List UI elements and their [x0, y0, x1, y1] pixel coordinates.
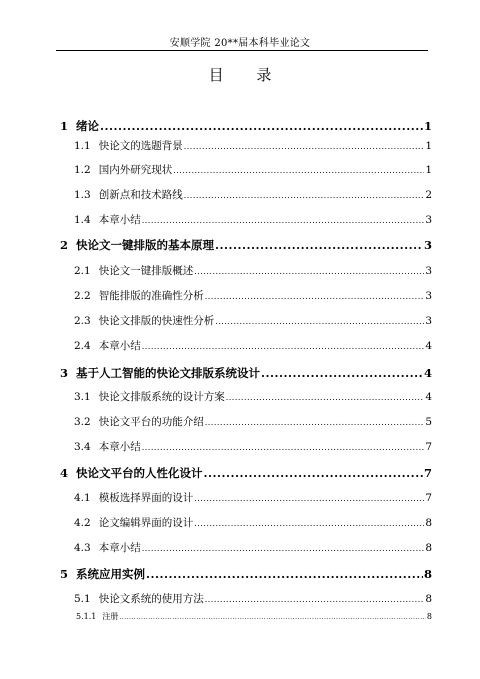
toc-entry-number: 5.1: [74, 593, 91, 605]
toc-entry: [60, 365, 432, 381]
toc-entry-page: 2: [425, 189, 432, 201]
toc-entry-number: 4.2: [74, 517, 91, 529]
toc-entry-title: 快论文排版的快速性分析: [98, 315, 215, 327]
toc-entry-number: 4: [60, 466, 69, 480]
toc-entry-number: 2.4: [74, 340, 91, 352]
toc-entry-page: 1: [425, 140, 432, 152]
toc-entry-number: 5.1.1: [76, 612, 97, 621]
toc-entry: [60, 465, 432, 481]
toc-entry: [60, 515, 432, 530]
toc-entry: [60, 414, 432, 429]
toc-entry-number: 1.4: [74, 214, 91, 226]
toc-entry-title: 国内外研究现状: [98, 164, 173, 176]
toc-entry: [60, 313, 432, 328]
toc-entry-title: 注册: [102, 612, 119, 621]
toc-entry: [60, 540, 432, 555]
toc-entry-page: 1: [425, 164, 432, 176]
toc-entry: [60, 237, 432, 253]
toc-entry: [60, 338, 432, 353]
dot-leader: [215, 238, 423, 252]
toc-entry-title: 绪论: [76, 119, 100, 133]
dot-leader: [205, 595, 425, 604]
dot-leader: [142, 544, 425, 553]
toc-entry-title: 快论文的选题背景: [98, 140, 183, 152]
toc-entry: [60, 439, 432, 454]
dot-leader: [205, 292, 425, 301]
dot-leader: [142, 216, 425, 225]
toc-entry-page: 8: [425, 593, 432, 605]
toc-entry-title: 快论文系统的使用方法: [98, 593, 204, 605]
toc-entry: [60, 187, 432, 202]
toc-entry-page: 3: [423, 238, 432, 252]
toc-entry-number: 3: [60, 366, 69, 380]
dot-leader: [146, 567, 423, 581]
toc-entry-number: 4.1: [74, 492, 91, 504]
toc-entry-title: 快论文排版系统的设计方案: [98, 391, 225, 403]
toc-entry-title: 快论文平台的人性化设计: [76, 466, 203, 480]
toc-entry-number: 2.2: [74, 290, 91, 302]
toc-entry-page: 5: [425, 416, 432, 428]
toc-entry-page: 1: [423, 119, 432, 133]
toc-entry-page: 8: [425, 517, 432, 529]
toc-title: 目 录: [208, 66, 286, 84]
toc-entry: [60, 591, 432, 606]
toc-entry-page: 4: [425, 340, 432, 352]
toc-entry-title: 论文编辑界面的设计: [98, 517, 194, 529]
header-rule: [56, 50, 428, 51]
dot-leader: [215, 317, 424, 326]
toc-entry-number: 5: [60, 567, 69, 581]
dot-leader: [119, 614, 426, 621]
toc-entry: [60, 138, 432, 153]
toc-entry-page: 7: [425, 441, 432, 453]
toc-entry-number: 2: [60, 238, 69, 252]
toc-entry-number: 3.2: [74, 416, 91, 428]
dot-leader: [204, 466, 423, 480]
dot-leader: [142, 443, 425, 452]
toc-entry-page: 3: [425, 265, 432, 277]
toc-entry-number: 4.3: [74, 542, 91, 554]
toc-entry: [60, 212, 432, 227]
dot-leader: [194, 494, 424, 503]
toc-entry-title: 快论文平台的功能介绍: [98, 416, 204, 428]
toc-entry-page: 3: [425, 315, 432, 327]
toc-entry-number: 2.1: [74, 265, 91, 277]
toc-entry-page: 8: [426, 612, 432, 621]
toc-entry-title: 基于人工智能的快论文排版系统设计: [76, 366, 261, 380]
dot-leader: [184, 142, 425, 151]
toc-entry-title: 系统应用实例: [76, 567, 146, 581]
toc-entry-number: 1: [60, 119, 69, 133]
dot-leader: [142, 342, 425, 351]
toc-entry-title: 智能排版的准确性分析: [98, 290, 204, 302]
toc-entry: [60, 611, 432, 622]
toc-entry-page: 7: [425, 492, 432, 504]
dot-leader: [184, 191, 425, 200]
toc-entry-title: 快论文一键排版的基本原理: [76, 238, 215, 252]
toc-entry: [60, 263, 432, 278]
dot-leader: [194, 267, 424, 276]
toc-entry-page: 4: [423, 366, 432, 380]
toc-entry-title: 本章小结: [98, 441, 141, 453]
running-header: 安顺学院 20**届本科毕业论文: [169, 38, 311, 49]
toc-entry-number: 2.3: [74, 315, 91, 327]
toc-entry-page: 7: [423, 466, 432, 480]
toc-entry-number: 3.1: [74, 391, 91, 403]
toc-entry-page: 3: [425, 214, 432, 226]
toc-entry: [60, 389, 432, 404]
toc-entry: [60, 566, 432, 582]
toc-entry-page: 8: [425, 542, 432, 554]
toc-entry: [60, 118, 432, 134]
toc-entry-page: 8: [423, 567, 432, 581]
toc-entry-number: 1.2: [74, 164, 91, 176]
toc-entry-page: 4: [425, 391, 432, 403]
toc-entry-title: 快论文一键排版概述: [98, 265, 194, 277]
dot-leader: [261, 366, 423, 380]
dot-leader: [205, 418, 425, 427]
toc-entry-title: 模板选择界面的设计: [98, 492, 194, 504]
toc-entry-number: 3.4: [74, 441, 91, 453]
toc-entry-title: 创新点和技术路线: [98, 189, 183, 201]
toc-entry-title: 本章小结: [98, 340, 141, 352]
dot-leader: [100, 119, 423, 133]
toc-entry: [60, 162, 432, 177]
toc-entry-number: 1.1: [74, 140, 91, 152]
toc-entry-title: 本章小结: [98, 542, 141, 554]
toc-entry-title: 本章小结: [98, 214, 141, 226]
dot-leader: [194, 519, 424, 528]
dot-leader: [226, 393, 425, 402]
toc-entry-page: 3: [425, 290, 432, 302]
toc-entry: [60, 490, 432, 505]
dot-leader: [173, 166, 424, 175]
toc-entry-number: 1.3: [74, 189, 91, 201]
toc-entry: [60, 288, 432, 303]
